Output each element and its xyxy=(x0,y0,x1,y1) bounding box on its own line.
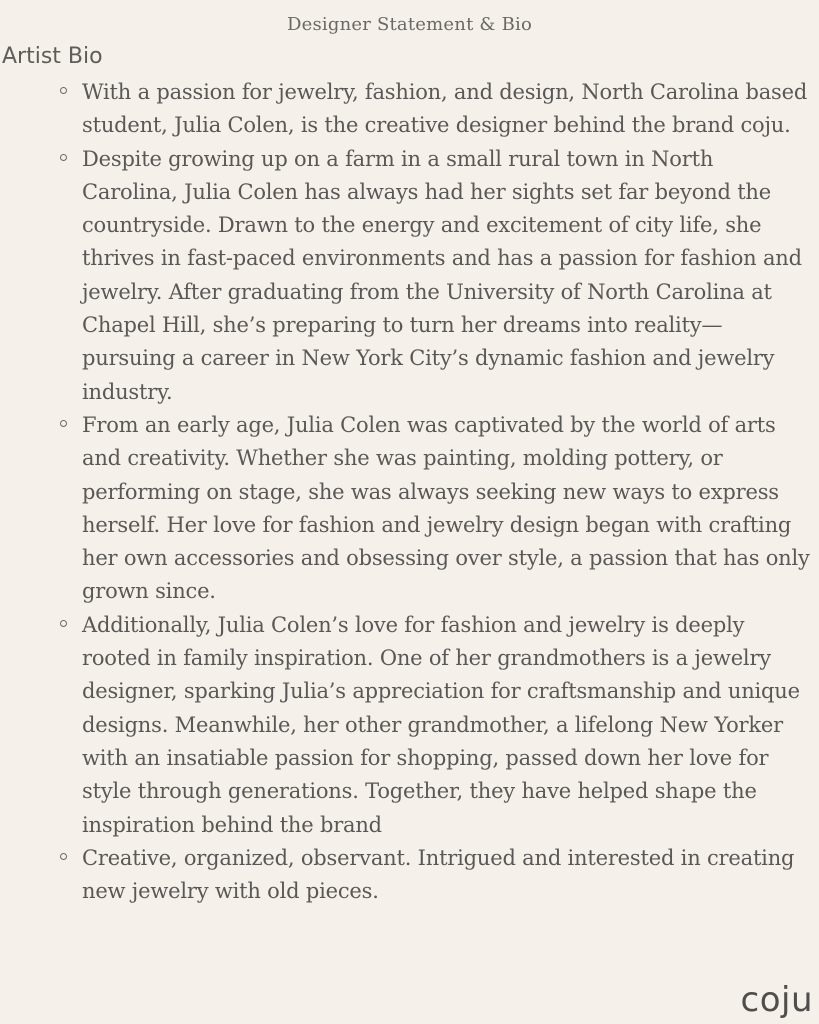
bullet-icon xyxy=(60,87,67,94)
brand-logo: coju xyxy=(740,980,813,1020)
bio-item-text: With a passion for jewelry, fashion, and design, North Carolina based student, Julia Colen, is the creative designer behind the brand coju. xyxy=(82,80,808,138)
bio-list xyxy=(82,76,810,908)
section-heading: Artist Bio xyxy=(2,44,103,69)
bullet-icon xyxy=(60,420,67,427)
bullet-icon xyxy=(60,853,67,860)
bio-item-text: Additionally, Julia Colen’s love for fashion and jewelry is deeply rooted in family inspiration. One of her grandmothers is a jewelry designer, sparking Julia’s appreciation for craftsmanship and unique designs. Meanwhile, her other grandmother, a lifelong New Yorker with an insatiable passion for shopping, passed down her love for style through generations. Together, they have helped shape the inspiration behind the brand xyxy=(82,612,800,837)
bio-item-text: Despite growing up on a farm in a small rural town in North Carolina, Julia Colen has always had her sights set far beyond the countryside. Drawn to the energy and excitement of city life, she thrives in fast-paced environments and has a passion for fashion and jewelry. After graduating from the University of North Carolina at Chapel Hill, she’s preparing to turn her dreams into reality—pursuing a career in New York City’s dynamic fashion and jewelry industry. xyxy=(82,146,802,404)
bio-item-3 xyxy=(82,409,810,609)
bio-item-1 xyxy=(82,76,810,143)
bio-item-text: Creative, organized, observant. Intrigued and interested in creating new jewelry with old pieces. xyxy=(82,845,795,904)
page-title: Designer Statement & Bio xyxy=(287,14,532,35)
bio-item-4 xyxy=(82,609,810,842)
bullet-icon xyxy=(60,620,67,627)
bio-item-5 xyxy=(82,842,810,909)
bio-item-text: From an early age, Julia Colen was captivated by the world of arts and creativity. Whether she was painting, molding pottery, or performing on stage, she was always seeking new ways to express herself. Her love for fashion and jewelry design began with crafting her own accessories and obsessing over style, a passion that has only grown since. xyxy=(82,412,810,604)
bullet-icon xyxy=(60,154,67,161)
bio-item-2 xyxy=(82,143,810,409)
